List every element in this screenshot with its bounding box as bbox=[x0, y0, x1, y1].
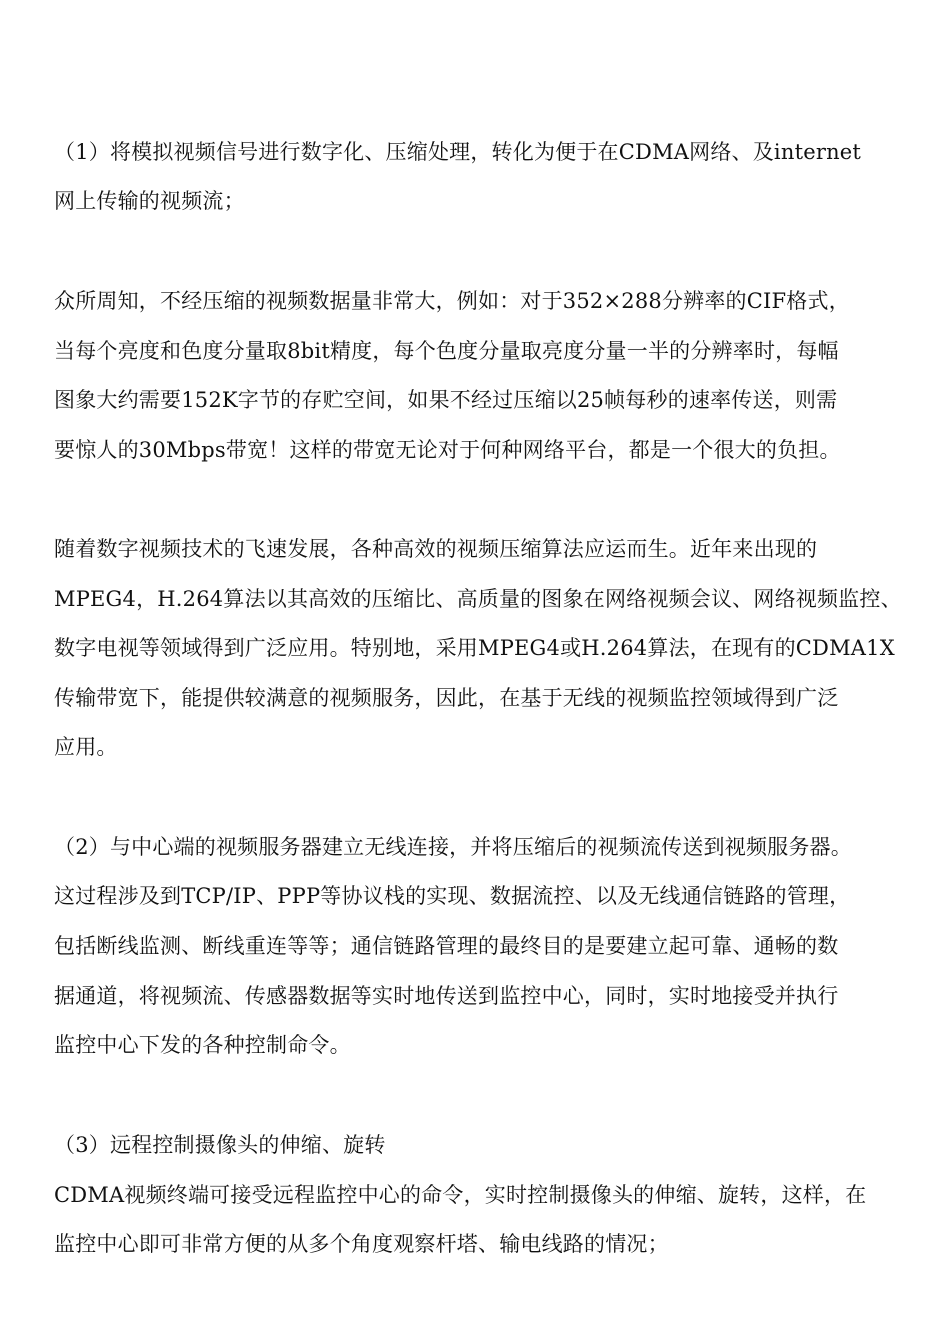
paragraph-3-line-1: 随着数字视频技术的飞速发展，各种高效的视频压缩算法应运而生。近年来出现的 bbox=[54, 537, 818, 561]
paragraph-1-line-1: （1）将模拟视频信号进行数字化、压缩处理，转化为便于在CDMA网络、及internet bbox=[54, 140, 862, 164]
paragraph-4-line-4: 据通道，将视频流、传感器数据等实时地传送到监控中心，同时，实时地接受并执行 bbox=[54, 984, 839, 1008]
paragraph-3-line-3: 数字电视等领域得到广泛应用。特别地，采用MPEG4或H.264算法，在现有的CDMA1X bbox=[54, 636, 895, 660]
paragraph-2-line-4: 要惊人的30Mbps带宽！这样的带宽无论对于何种网络平台，都是一个很大的负担。 bbox=[54, 438, 841, 462]
paragraph-1-line-2: 网上传输的视频流； bbox=[54, 189, 245, 213]
paragraph-4-line-5: 监控中心下发的各种控制命令。 bbox=[54, 1033, 351, 1057]
paragraph-4-line-3: 包括断线监测、断线重连等等；通信链路管理的最终目的是要建立起可靠、通畅的数 bbox=[54, 934, 839, 958]
paragraph-5-line-3: 监控中心即可非常方便的从多个角度观察杆塔、输电线路的情况； bbox=[54, 1232, 669, 1256]
paragraph-4-line-2: 这过程涉及到TCP/IP、PPP等协议栈的实现、数据流控、以及无线通信链路的管理， bbox=[54, 884, 851, 908]
paragraph-2-line-3: 图象大约需要152K字节的存贮空间，如果不经过压缩以25帧每秒的速率传送，则需 bbox=[54, 388, 838, 412]
paragraph-4-line-1: （2）与中心端的视频服务器建立无线连接，并将压缩后的视频流传送到视频服务器。 bbox=[54, 835, 852, 859]
paragraph-2-line-1: 众所周知，不经压缩的视频数据量非常大，例如：对于352×288分辨率的CIF格式， bbox=[54, 289, 850, 313]
paragraph-5-heading: （3）远程控制摄像头的伸缩、旋转 bbox=[54, 1133, 386, 1157]
paragraph-3-line-2: MPEG4，H.264算法以其高效的压缩比、高质量的图象在网络视频会议、网络视频监控、 bbox=[54, 587, 902, 611]
paragraph-2-line-2: 当每个亮度和色度分量取8bit精度，每个色度分量取亮度分量一半的分辨率时，每幅 bbox=[54, 339, 839, 363]
paragraph-3-line-4: 传输带宽下，能提供较满意的视频服务，因此，在基于无线的视频监控领域得到广泛 bbox=[54, 686, 839, 710]
paragraph-3-line-5: 应用。 bbox=[54, 735, 118, 759]
paragraph-5-line-2: CDMA视频终端可接受远程监控中心的命令，实时控制摄像头的伸缩、旋转，这样，在 bbox=[54, 1183, 867, 1207]
